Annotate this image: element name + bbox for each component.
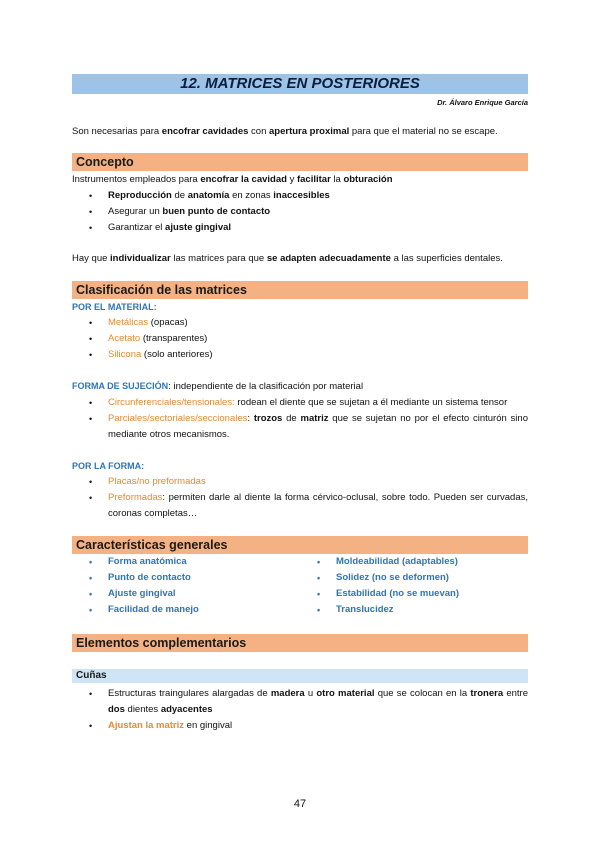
list-item: • Circunferenciales/tensionales: rodean el diente que se sujetan a él mediante un sistema tensor [72,395,528,411]
page-title: 12. MATRICES EN POSTERIORES [72,74,528,94]
section-heading-clasificacion: Clasificación de las matrices [72,281,528,299]
concepto-list [72,188,528,236]
caracteristicas-columns [72,554,528,618]
list-item: • Translucidez [300,602,528,618]
section-heading-concepto: Concepto [72,153,528,171]
list-item: • Moldeabilidad (adaptables) [300,554,528,570]
sujecion-list [72,395,528,443]
list-item: • Solidez (no se deformen) [300,570,528,586]
list-item: • Punto de contacto [72,570,300,586]
caracteristicas-right-list [300,554,528,618]
caracteristicas-left-list [72,554,300,618]
material-list [72,315,528,363]
section-heading-caracteristicas: Características generales [72,536,528,554]
list-item: • Estabilidad (no se muevan) [300,586,528,602]
list-item: • Facilidad de manejo [72,602,300,618]
list-item: • Reproducción de anatomía en zonas inaccesibles [72,188,528,204]
list-item: • Ajustan la matriz en gingival [72,718,528,734]
concepto-note: Hay que individualizar las matrices para que se adapten adecuadamente a las superficies dentales. [72,253,503,264]
sujecion-line: FORMA DE SUJECIÓN: independiente de la clasificación por material [72,381,364,392]
material-label: POR EL MATERIAL: [72,302,157,312]
list-item: • Parciales/sectoriales/seccionales: trozos de matriz que se sujetan no por el efecto cinturón sino mediante otros mecanismos. [72,411,528,443]
cunas-list [72,686,528,734]
list-item: • Metálicas (opacas) [72,315,528,331]
section-heading-elementos: Elementos complementarios [72,634,528,652]
intro-paragraph: Son necesarias para encofrar cavidades con apertura proximal para que el material no se escape. [72,126,498,137]
author: Dr. Álvaro Enrique García [437,98,528,107]
list-item: • Acetato (transparentes) [72,331,528,347]
list-item: • Garantizar el ajuste gingival [72,220,528,236]
list-item: • Silicona (solo anteriores) [72,347,528,363]
page-number: 47 [293,798,307,810]
concepto-line: Instrumentos empleados para encofrar la cavidad y facilitar la obturación [72,174,393,185]
list-item: • Placas/no preformadas [72,474,528,490]
list-item: • Preformadas: permiten darle al diente la forma cérvico-oclusal, sobre todo. Pueden ser curvadas, coronas completas… [72,490,528,522]
forma-list [72,474,528,522]
list-item: • Forma anatómica [72,554,300,570]
forma-label: POR LA FORMA: [72,461,145,471]
subsection-heading-cunas: Cuñas [72,669,528,683]
list-item: • Asegurar un buen punto de contacto [72,204,528,220]
list-item: • Estructuras traingulares alargadas de madera u otro material que se colocan en la tronera entre dos dientes adyacentes [72,686,528,718]
document-page [72,74,528,734]
list-item: • Ajuste gingival [72,586,300,602]
